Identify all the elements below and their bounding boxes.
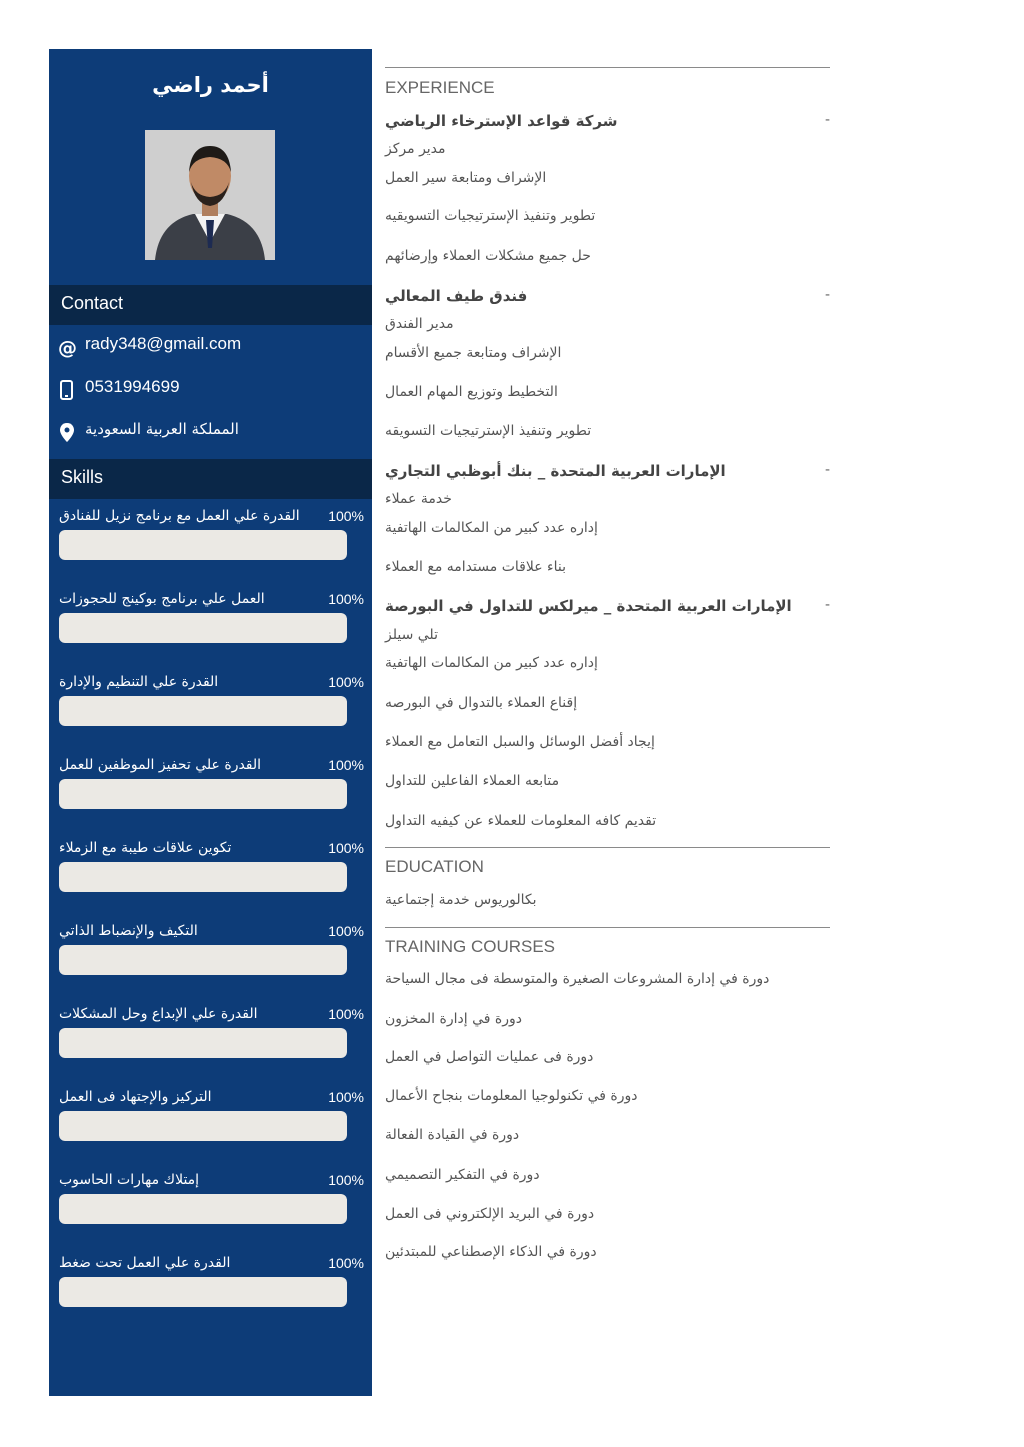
skill-item	[59, 1006, 364, 1066]
skill-item	[59, 1089, 364, 1149]
skill-bar-fill	[59, 613, 347, 643]
skill-bar	[59, 1194, 347, 1224]
experience-company: الإمارات العربية المتحدة _ بنك أبوظبي التجاري	[385, 462, 726, 480]
experience-duty: تطوير وتنفيذ الإسترتيجيات التسويقه	[385, 423, 592, 439]
skill-percent: 100%	[328, 1172, 364, 1188]
experience-role: مدير مركز	[385, 141, 446, 157]
skill-item	[59, 591, 364, 651]
bullet-dash: -	[824, 462, 830, 478]
education-heading: EDUCATION	[385, 857, 484, 876]
skill-bar	[59, 1277, 347, 1307]
skill-percent: 100%	[328, 1255, 364, 1271]
experience-company: الإمارات العربية المتحدة _ ميرلكس للتداول في البورصة	[385, 597, 792, 615]
skill-bar-fill	[59, 1028, 347, 1058]
section-divider	[385, 927, 830, 928]
skill-bar-fill	[59, 1277, 347, 1307]
contact-email-row[interactable]	[57, 332, 362, 360]
svg-text:@: @	[58, 337, 77, 358]
training-item: دورة في الذكاء الإصطناعي للمبتدئين	[385, 1244, 597, 1260]
profile-name: أحمد راضي	[152, 73, 269, 97]
profile-photo-illustration	[145, 130, 275, 260]
skill-item	[59, 757, 364, 817]
experience-duty: التخطيط وتوزيع المهام العمال	[385, 384, 558, 400]
training-item: دورة في القيادة الفعالة	[385, 1127, 520, 1143]
skill-percent: 100%	[328, 840, 364, 856]
contact-email[interactable]: rady348@gmail.com	[85, 334, 242, 353]
skill-bar-fill	[59, 779, 347, 809]
experience-duty: بناء علاقات مستدامه مع العملاء	[385, 559, 566, 575]
skill-item	[59, 508, 364, 568]
skill-bar	[59, 1111, 347, 1141]
mobile-phone-icon	[57, 377, 77, 401]
skill-label: العمل علي برنامج بوكينج للحجوزات	[59, 591, 265, 607]
skill-label: التكيف والإنضباط الذاتي	[59, 923, 198, 939]
skill-label: إمتلاك مهارات الحاسوب	[59, 1172, 200, 1188]
experience-duty: تقديم كافه المعلومات للعملاء عن كيفيه التداول	[385, 813, 657, 829]
training-item: دورة في إدارة المشروعات الصغيرة والمتوسطة فى مجال السياحة	[385, 971, 770, 987]
location-pin-icon	[57, 420, 77, 444]
experience-company: شركة قواعد الإسترخاء الرياضي	[385, 112, 618, 130]
skill-label: القدرة علي التنظيم والإدارة	[59, 674, 219, 690]
experience-duty: إيجاد أفضل الوسائل والسبل التعامل مع العملاء	[385, 734, 655, 750]
experience-duty: حل جميع مشكلات العملاء وإرضائهم	[385, 248, 591, 264]
skill-percent: 100%	[328, 923, 364, 939]
skill-percent: 100%	[328, 674, 364, 690]
profile-photo	[145, 130, 275, 260]
skill-label: التركيز والإجتهاد فى العمل	[59, 1089, 212, 1105]
skill-label: القدرة علي العمل مع برنامج نزيل للفنادق	[59, 508, 300, 524]
skill-item	[59, 1255, 364, 1315]
skill-bar-fill	[59, 862, 347, 892]
skill-bar	[59, 696, 347, 726]
experience-role: تلي سيلز	[385, 627, 438, 643]
experience-duty: تطوير وتنفيذ الإسترتيجيات التسويقيه	[385, 208, 596, 224]
contact-phone[interactable]: 0531994699	[85, 377, 180, 396]
skills-heading: Skills	[49, 459, 372, 499]
skill-bar	[59, 862, 347, 892]
skill-item	[59, 840, 364, 900]
experience-heading: EXPERIENCE	[385, 78, 495, 97]
experience-duty: الإشراف ومتابعة جميع الأقسام	[385, 345, 562, 361]
skill-percent: 100%	[328, 508, 364, 524]
skill-bar	[59, 779, 347, 809]
contact-location-row	[57, 418, 362, 446]
skill-percent: 100%	[328, 757, 364, 773]
training-heading: TRAINING COURSES	[385, 937, 556, 956]
skill-bar	[59, 530, 347, 560]
skill-bar-fill	[59, 696, 347, 726]
experience-role: مدير الفندق	[385, 316, 454, 332]
skill-label: القدرة علي تحفيز الموظفين للعمل	[59, 757, 262, 773]
skill-label: القدرة علي العمل تحت ضغط	[59, 1255, 231, 1271]
experience-duty: إداره عدد كبير من المكالمات الهاتفية	[385, 655, 598, 671]
contact-phone-row[interactable]	[57, 375, 362, 403]
bullet-dash: -	[824, 597, 830, 613]
experience-duty: إداره عدد كبير من المكالمات الهاتفية	[385, 520, 598, 536]
skill-item	[59, 1172, 364, 1232]
training-item: دورة في البريد الإلكتروني فى العمل	[385, 1206, 595, 1222]
contact-heading: Contact	[49, 285, 372, 325]
skill-bar	[59, 945, 347, 975]
sidebar	[49, 49, 372, 1396]
skill-item	[59, 923, 364, 983]
skill-label: تكوين علاقات طيبة مع الزملاء	[59, 840, 232, 856]
experience-duty: إقناع العملاء بالتدوال في البورصه	[385, 695, 578, 711]
training-item: دورة في التفكير التصميمي	[385, 1167, 540, 1183]
training-item: دورة فى عمليات التواصل في العمل	[385, 1049, 594, 1065]
skill-label: القدرة علي الإبداع وحل المشكلات	[59, 1006, 258, 1022]
bullet-dash: -	[824, 112, 830, 128]
skill-percent: 100%	[328, 1089, 364, 1105]
skill-percent: 100%	[328, 1006, 364, 1022]
experience-duty: متابعه العملاء الفاعلين للتداول	[385, 773, 560, 789]
skill-bar	[59, 1028, 347, 1058]
at-icon	[57, 334, 77, 358]
section-divider	[385, 67, 830, 68]
skill-percent: 100%	[328, 591, 364, 607]
skill-bar-fill	[59, 530, 347, 560]
experience-role: خدمة عملاء	[385, 491, 452, 507]
training-item: دورة في إدارة المخزون	[385, 1011, 522, 1027]
skill-item	[59, 674, 364, 734]
training-item: دورة في تكنولوجيا المعلومات بنجاح الأعمال	[385, 1088, 638, 1104]
experience-duty: الإشراف ومتابعة سير العمل	[385, 170, 547, 186]
skill-bar-fill	[59, 945, 347, 975]
experience-company: فندق طيف المعالي	[385, 287, 528, 305]
skill-bar-fill	[59, 1111, 347, 1141]
bullet-dash: -	[824, 287, 830, 303]
section-divider	[385, 847, 830, 848]
skill-bar	[59, 613, 347, 643]
skill-bar-fill	[59, 1194, 347, 1224]
contact-location: المملكة العربية السعودية	[85, 420, 239, 438]
education-item: بكالوريوس خدمة إجتماعية	[385, 892, 537, 908]
